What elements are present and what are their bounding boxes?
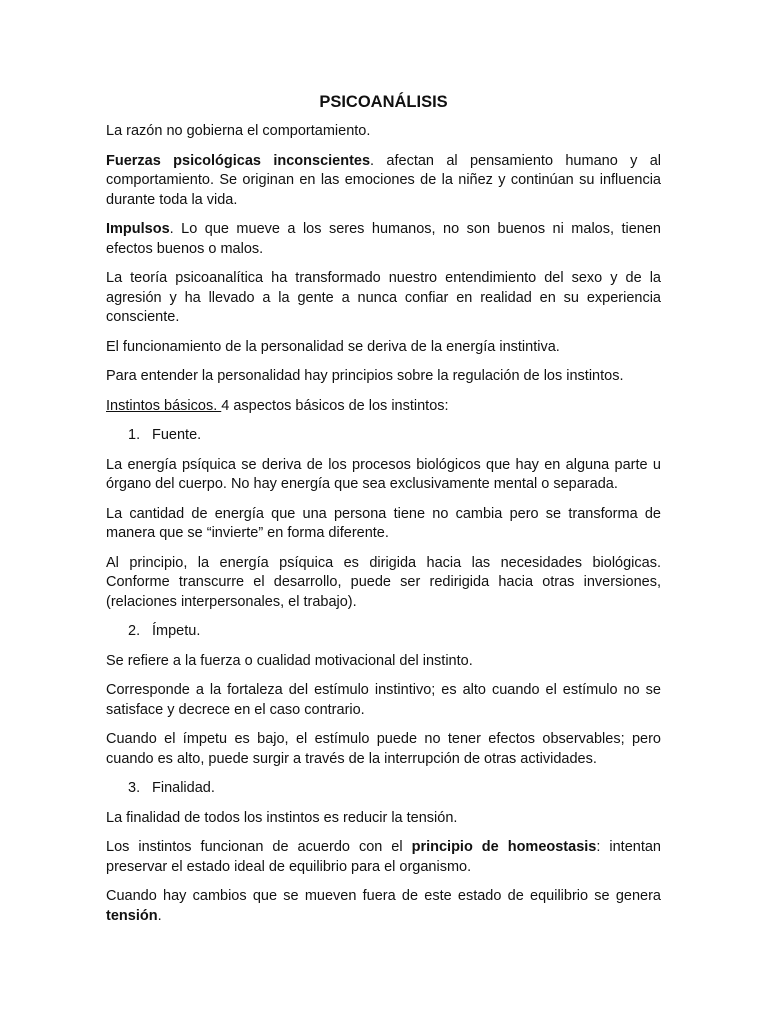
document-page (106, 92, 661, 936)
paragraph-tension-start: Cuando hay cambios que se mueven fuera de este estado de equilibrio se genera (106, 888, 661, 904)
paragraph-tension-end: . (157, 907, 162, 924)
list-item-label: Ímpetu. (152, 623, 201, 639)
list-item-fuente (128, 426, 661, 446)
paragraph-impulsos (106, 220, 661, 259)
list-item-finalidad (128, 779, 661, 799)
paragraph-fuerza-motivacional: Se refiere a la fuerza o cualidad motivacional del instinto. (106, 652, 473, 669)
paragraph-impulsos-text: . Lo que mueve a los seres humanos, no son buenos ni malos, tienen efectos buenos o malos. (106, 221, 661, 257)
paragraph-fortaleza: Corresponde a la fortaleza del estímulo instintivo; es alto cuando el estímulo no se satisface y decrece en el caso contrario. (106, 682, 661, 718)
paragraph-entender: Para entender la personalidad hay principios sobre la regulación de los instintos. (106, 368, 624, 384)
list-number: 2. (128, 623, 141, 639)
term-homeostasis: principio de homeostasis (411, 839, 597, 855)
paragraph-al-principio: Al principio, la energía psíquica es dirigida hacia las necesidades biológicas. Conforme transcurre el desarrollo, puede ser redirigida hacia otras inversiones, (relaciones interpersonales, el trabajo). (106, 554, 661, 610)
paragraph-energia-psiquica: La energía psíquica se deriva de los procesos biológicos que hay en alguna parte u órgano del cuerpo. No hay energía que sea exclusivamente mental o separada. (106, 456, 661, 492)
term-tension: tensión (106, 907, 158, 924)
term-impulsos: Impulsos (106, 221, 170, 237)
list-item-label: Finalidad. (152, 780, 215, 796)
paragraph-fuerzas-text: . afectan al pensamiento humano y al comportamiento. Se originan en las emociones de la niñez y continúan su influencia durante toda la vida. (106, 152, 661, 208)
paragraph-razon: La razón no gobierna el comportamiento. (106, 123, 371, 139)
paragraph-teoria: La teoría psicoanalítica ha transformado nuestro entendimiento del sexo y de la agresión y ha llevado a la gente a nunca confiar en realidad en su experiencia consciente. (106, 270, 661, 325)
paragraph-homeostasis-start: Los instintos funcionan de acuerdo con el (106, 839, 412, 855)
paragraph-fuerzas (106, 152, 661, 211)
paragraph-finalidad: La finalidad de todos los instintos es reducir la tensión. (106, 809, 458, 826)
list-number: 3. (128, 780, 141, 796)
list-number: 1. (128, 427, 141, 443)
paragraph-impetu-bajo: Cuando el ímpetu es bajo, el estímulo puede no tener efectos observables; pero cuando es alto, puede surgir a través de la interrupción de otras actividades. (106, 731, 661, 767)
list-item-label: Fuente. (152, 427, 202, 443)
heading-instintos-basicos: Instintos básicos. (106, 397, 222, 414)
term-fuerzas: Fuerzas psicológicas inconscientes (106, 152, 371, 169)
list-item-impetu (128, 622, 661, 642)
document-title: PSICOANÁLISIS (319, 93, 448, 111)
paragraph-funcionamiento: El funcionamiento de la personalidad se deriva de la energía instintiva. (106, 338, 560, 355)
paragraph-cantidad: La cantidad de energía que una persona tiene no cambia pero se transforma de manera que se “invierte” en forma diferente. (106, 505, 661, 541)
paragraph-instintos-text: 4 aspectos básicos de los instintos: (221, 397, 449, 414)
paragraph-homeostasis (106, 838, 661, 877)
paragraph-instintos-basicos (106, 397, 661, 417)
paragraph-tension (106, 887, 661, 926)
paragraph-homeostasis-end: : intentan preservar el estado ideal de equilibrio para el organismo. (106, 839, 661, 875)
